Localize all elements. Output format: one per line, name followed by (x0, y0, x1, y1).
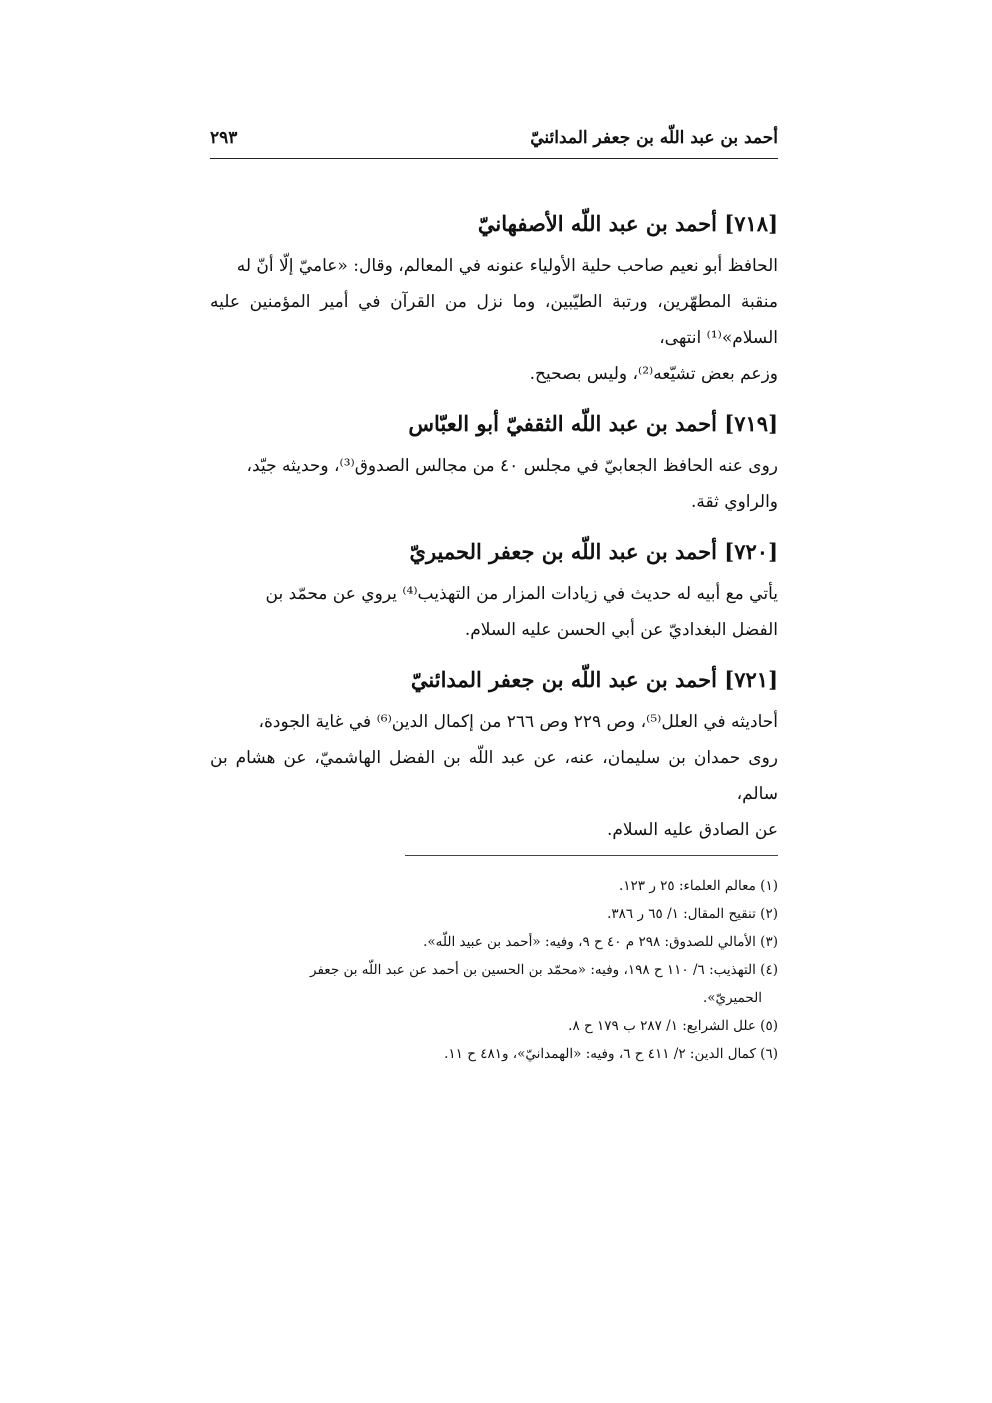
footnotes-section (210, 872, 778, 1068)
entry-heading: [٧١٨] أحمد بن عبد اللّه الأصفهانيّ (477, 211, 778, 236)
entry-heading: [٧٢٠] أحمد بن عبد اللّه بن جعفر الحميريّ (409, 539, 778, 564)
footnote-continuation: الحميريّ». (702, 990, 762, 1006)
entry-heading: [٧٢١] أحمد بن عبد اللّه بن جعفر المدائنيّ (410, 667, 778, 692)
entry-line: الفضل البغداديّ عن أبي الحسن عليه السلام. (464, 620, 778, 640)
entry-line: يأتي مع أبيه له حديث في زيادات المزار من التهذيب⁽⁴⁾ يروي عن محمّد بن (265, 584, 778, 604)
running-header (210, 118, 778, 159)
footnote-divider (405, 855, 778, 856)
entry-body (210, 704, 778, 848)
footnote: (٦) كمال الدين: ٢/ ٤١١ ح ٦، وفيه: «الهمدانيّ»، و٤٨١ ح ١١. (444, 1046, 778, 1062)
entry-line: وزعم بعض تشيّعه⁽²⁾، وليس بصحيح. (529, 364, 778, 384)
footnote: (٥) علل الشرايع: ١/ ٢٨٧ ب ١٧٩ ح ٨. (568, 1018, 778, 1034)
entry-line: منقبة المطهّرين، ورتبة الطيّبين، وما نزل من القرآن في أمير المؤمنين عليه السلام»⁽¹⁾ انتهى، (210, 292, 778, 348)
entry-line: عن الصادق عليه السلام. (606, 820, 778, 840)
entry-718 (210, 206, 778, 392)
entry-line: روى عنه الحافظ الجعابيّ في مجلس ٤٠ من مجالس الصدوق⁽³⁾، وحديثه جيّد، (246, 456, 778, 476)
header-title: أحمد بن عبد اللّه بن جعفر المدائنيّ (530, 128, 778, 148)
entry-720 (210, 534, 778, 648)
entry-body (210, 248, 778, 392)
page-number: ٢٩٣ (210, 128, 238, 148)
entries-section (210, 192, 778, 860)
entry-719 (210, 406, 778, 520)
entry-line: روى حمدان بن سليمان، عنه، عن عبد اللّه بن الفضل الهاشميّ، عن هشام بن سالم، (210, 748, 778, 804)
footnote: (٣) الأمالي للصدوق: ٢٩٨ م ٤٠ ح ٩، وفيه: «أحمد بن عبيد اللّه». (423, 934, 778, 950)
entry-line: والراوي ثقة. (691, 492, 778, 512)
entry-body (210, 448, 778, 520)
footnote: (٢) تنقيح المقال: ١/ ٦٥ ر ٣٨٦. (607, 906, 778, 922)
entry-line: أحاديثه في العلل⁽⁵⁾، وص ٢٢٩ وص ٢٦٦ من إكمال الدين⁽⁶⁾ في غاية الجودة، (258, 712, 778, 732)
entry-721 (210, 662, 778, 848)
footnote: (٤) التهذيب: ٦/ ١١٠ ح ١٩٨، وفيه: «محمّد بن الحسين بن أحمد عن عبد اللّه بن جعفر (310, 962, 778, 978)
footnote: (١) معالم العلماء: ٢٥ ر ١٢٣. (619, 878, 778, 894)
entry-heading: [٧١٩] أحمد بن عبد اللّه الثقفيّ أبو العبّاس (408, 411, 778, 436)
entry-line: الحافظ أبو نعيم صاحب حلية الأولياء عنونه في المعالم، وقال: «عاميّ إلّا أنّ له (236, 256, 778, 276)
entry-body (210, 576, 778, 648)
